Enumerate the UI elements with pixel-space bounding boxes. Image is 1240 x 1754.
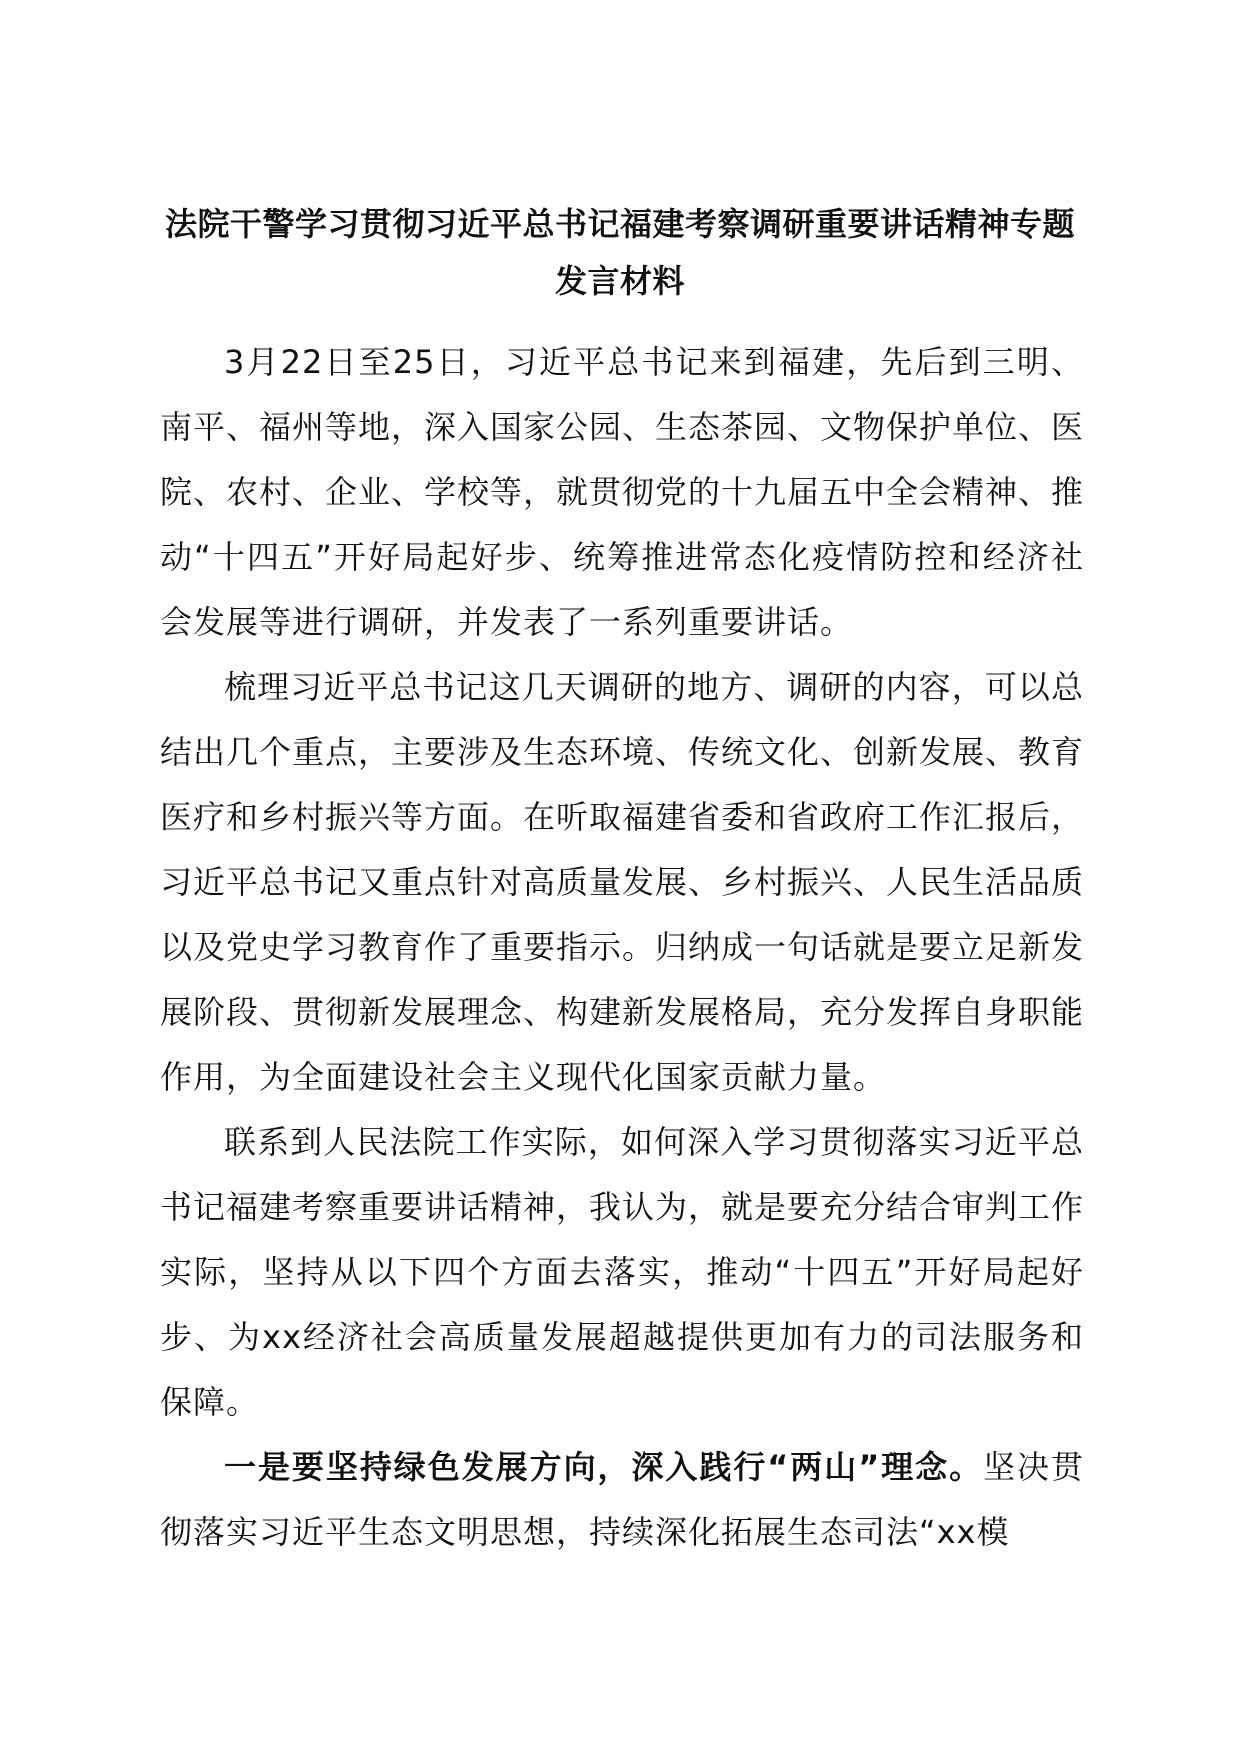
paragraph-4 <box>160 1435 1084 1565</box>
paragraph-3-text: 联系到人民法院工作实际，如何深入学习贯彻落实习近平总书记福建考察重要讲话精神，我认为，就是要充分结合审判工作实际，坚持从以下四个方面去落实，推动“十四五”开好局起好步、为xx经济社会高质量发展超越提供更加有力的司法服务和保障。 <box>160 1123 1085 1421</box>
document-title: 法院干警学习贯彻习近平总书记福建考察调研重要讲话精神专题发言材料 <box>164 205 1075 300</box>
document-body <box>160 330 1084 1565</box>
paragraph-2-text: 梳理习近平总书记这几天调研的地方、调研的内容，可以总结出几个重点，主要涉及生态环境、传统文化、创新发展、教育医疗和乡村振兴等方面。在听取福建省委和省政府工作汇报后，习近平总书记又重点针对高质量发展、乡村振兴、人民生活品质以及党史学习教育作了重要指示。归纳成一句话就是要立足新发展阶段、贯彻新发展理念、构建新发展格局，充分发挥自身职能作用，为全面建设社会主义现代化国家贡献力量。 <box>160 668 1085 1096</box>
paragraph-4-text: 坚决贯彻落实习近平生态文明思想，持续深化拓展生态司法“xx模 <box>160 1448 1084 1551</box>
paragraph-2 <box>160 655 1084 1110</box>
paragraph-3 <box>160 1110 1084 1435</box>
paragraph-4-lead: 一是要坚持绿色发展方向，深入践行“两山”理念。 <box>224 1448 984 1486</box>
paragraph-1-text: 3月22日至25日，习近平总书记来到福建，先后到三明、南平、福州等地，深入国家公园、生态茶园、文物保护单位、医院、农村、企业、学校等，就贯彻党的十九届五中全会精神、推动“十四五”开好局起好步、统筹推进常态化疫情防控和经济社会发展等进行调研，并发表了一系列重要讲话。 <box>160 343 1085 641</box>
paragraph-1 <box>160 330 1084 655</box>
